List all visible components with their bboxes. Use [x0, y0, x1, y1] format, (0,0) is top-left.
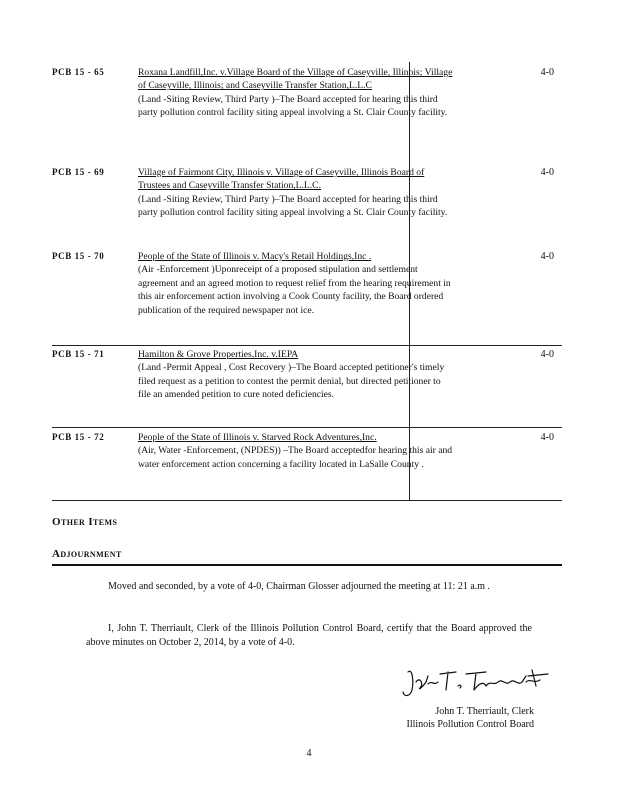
case-title: People of the State of Illinois v. Macy's Retail Holdings,Inc . [138, 251, 372, 262]
case-description: (Land -Permit Appeal , Cost Recovery )–The Board accepted petitioner's timely filed request as a petition to contest the permit denial, but directed petitioner to file an amended petition to cure noted deficiencies. [138, 362, 445, 401]
section-rule [52, 564, 562, 566]
row-divider [52, 427, 562, 428]
vote-count: 4-0 [540, 251, 554, 262]
case-caption [138, 250, 454, 317]
case-title: Village of Fairmont City, Illinois v. Village of Caseyville, Illinois Board of Trustees and Caseyville Transfer Station,L.L.C. [138, 167, 425, 192]
row-divider [52, 345, 562, 346]
docket-number: PCB 15 - 71 [52, 349, 105, 359]
vote-count: 4-0 [540, 432, 554, 443]
vote-count: 4-0 [540, 67, 554, 78]
docket-number: PCB 15 - 72 [52, 432, 105, 442]
case-caption [138, 66, 454, 120]
signer-org-line: Illinois Pollution Control Board [406, 719, 534, 730]
case-title: People of the State of Illinois v. Starved Rock Adventures,Inc. [138, 432, 377, 443]
case-description: (Air, Water -Enforcement, (NPDES)) –The Board acceptedfor hearing this air and water enforcement action concerning a facility located in LaSalle County . [138, 445, 453, 470]
case-title: Hamilton & Grove Properties,Inc. v.IEPA [138, 349, 299, 360]
other-items-heading: Other Items [52, 516, 118, 528]
adjournment-heading: Adjournment [52, 548, 122, 560]
docket-number: PCB 15 - 69 [52, 167, 105, 177]
certification-paragraph: I, John T. Therriault, Clerk of the Illinois Pollution Control Board, certify that the Board approved the above minutes on October 2, 2014, by a vote of 4-0. [86, 623, 532, 648]
docket-number: PCB 15 - 70 [52, 251, 105, 261]
case-caption [138, 166, 454, 220]
case-description: (Land -Siting Review, Third Party )–The Board accepted for hearing this third party pollution control facility siting appeal involving a St. Clair County facility. [138, 193, 448, 219]
case-description: (Land -Siting Review, Third Party )–The Board accepted for hearing this third party pollution control facility siting appeal involving a St. Clair County facility. [138, 93, 448, 119]
docket-number: PCB 15 - 65 [52, 67, 105, 77]
signer-name-line: John T. Therriault, Clerk [435, 706, 534, 717]
vote-count: 4-0 [540, 349, 554, 360]
case-caption [138, 348, 454, 402]
case-description: (Air -Enforcement )Uponreceipt of a proposed stipulation and settlement agreement and an agreed motion to request relief from the hearing requirement in this air enforcement action involving a Cook County facility, the Board ordered publication of the required newspaper not ice. [138, 264, 451, 316]
handwritten-signature [400, 664, 550, 702]
signer-block [406, 705, 534, 731]
case-caption [138, 431, 454, 471]
case-title: Roxana Landfill,Inc. v.Village Board of the Village of Caseyville, Illinois; Village of Caseyville, Illinois; and Caseyville Transfer Station,L.L.C [138, 67, 453, 92]
row-divider [52, 500, 562, 501]
page-number: 4 [306, 748, 312, 759]
vote-count: 4-0 [540, 167, 554, 178]
adjournment-paragraph: Moved and seconded, by a vote of 4-0, Chairman Glosser adjourned the meeting at 11: 21 a.m . [108, 581, 491, 592]
